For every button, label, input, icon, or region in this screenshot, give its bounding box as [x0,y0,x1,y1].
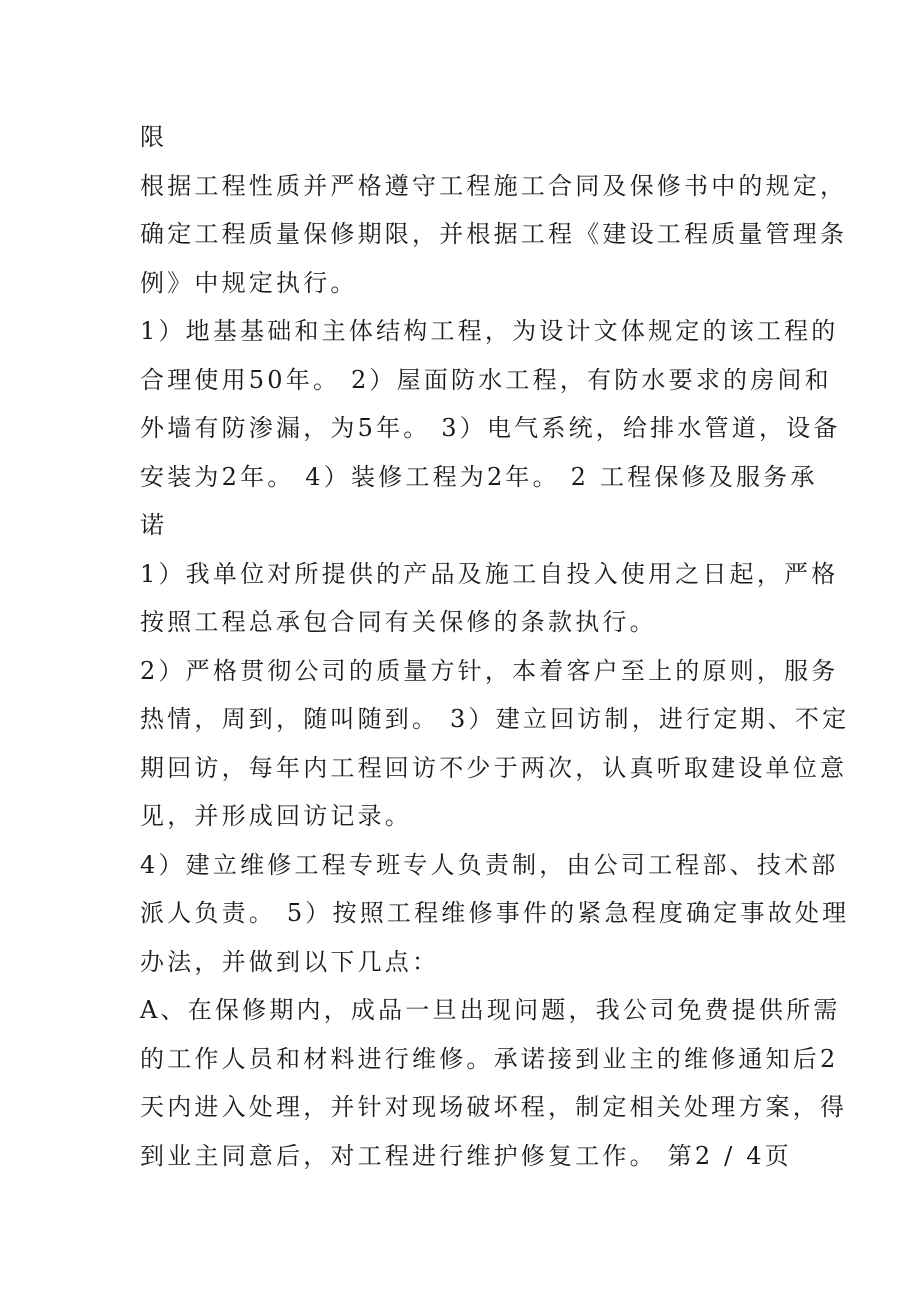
text-line: A、在保修期内，成品一旦出现问题，我公司免费提供所需 [140,996,841,1024]
text-line: 合理使用50年。 2）屋面防水工程，有防水要求的房间和 [140,365,832,394]
text-line: 4）建立维修工程专班专人负责制，由公司工程部、技术部 [140,850,839,879]
text-line: 派人负责。 5）按照工程维修事件的紧急程度确定事故处理 [140,899,850,927]
text-line: 1）我单位对所提供的产品及施工自投入使用之日起，严格 [140,559,839,588]
text-line: 期回访，每年内工程回访不少于两次，认真听取建设单位意 [140,753,848,782]
text-line: 限 [140,123,168,151]
body-text [140,113,850,1180]
page-number-line: 到业主同意后，对工程进行维护修复工作。 第2 / 4页 [140,1141,792,1170]
text-line: 1）地基基础和主体结构工程，为设计文体规定的该工程的 [140,317,839,345]
text-line: 的工作人员和材料进行维修。承诺接到业主的维修通知后2 [140,1044,839,1073]
text-line: 按照工程总承包合同有关保修的条款执行。 [140,608,657,636]
text-line: 确定工程质量保修期限，并根据工程《建设工程质量管理条 [140,220,848,248]
text-line: 安装为2年。 4）装修工程为2年。 2 工程保修及服务承 [140,462,818,491]
text-line: 见，并形成回访记录。 [140,802,412,830]
text-line: 例》中规定执行。 [140,268,358,297]
text-line: 热情，周到，随叫随到。 3）建立回访制，进行定期、不定 [140,705,850,733]
text-line: 办法，并做到以下几点： [140,947,440,976]
text-line: 天内进入处理，并针对现场破坏程，制定相关处理方案，得 [140,1093,848,1121]
text-line: 根据工程性质并严格遵守工程施工合同及保修书中的规定， [140,171,848,200]
text-line: 2）严格贯彻公司的质量方针，本着客户至上的原则，服务 [140,656,839,685]
text-line: 外墙有防渗漏，为5年。 3）电气系统，给排水管道，设备 [140,414,841,442]
text-line: 诺 [140,511,168,539]
